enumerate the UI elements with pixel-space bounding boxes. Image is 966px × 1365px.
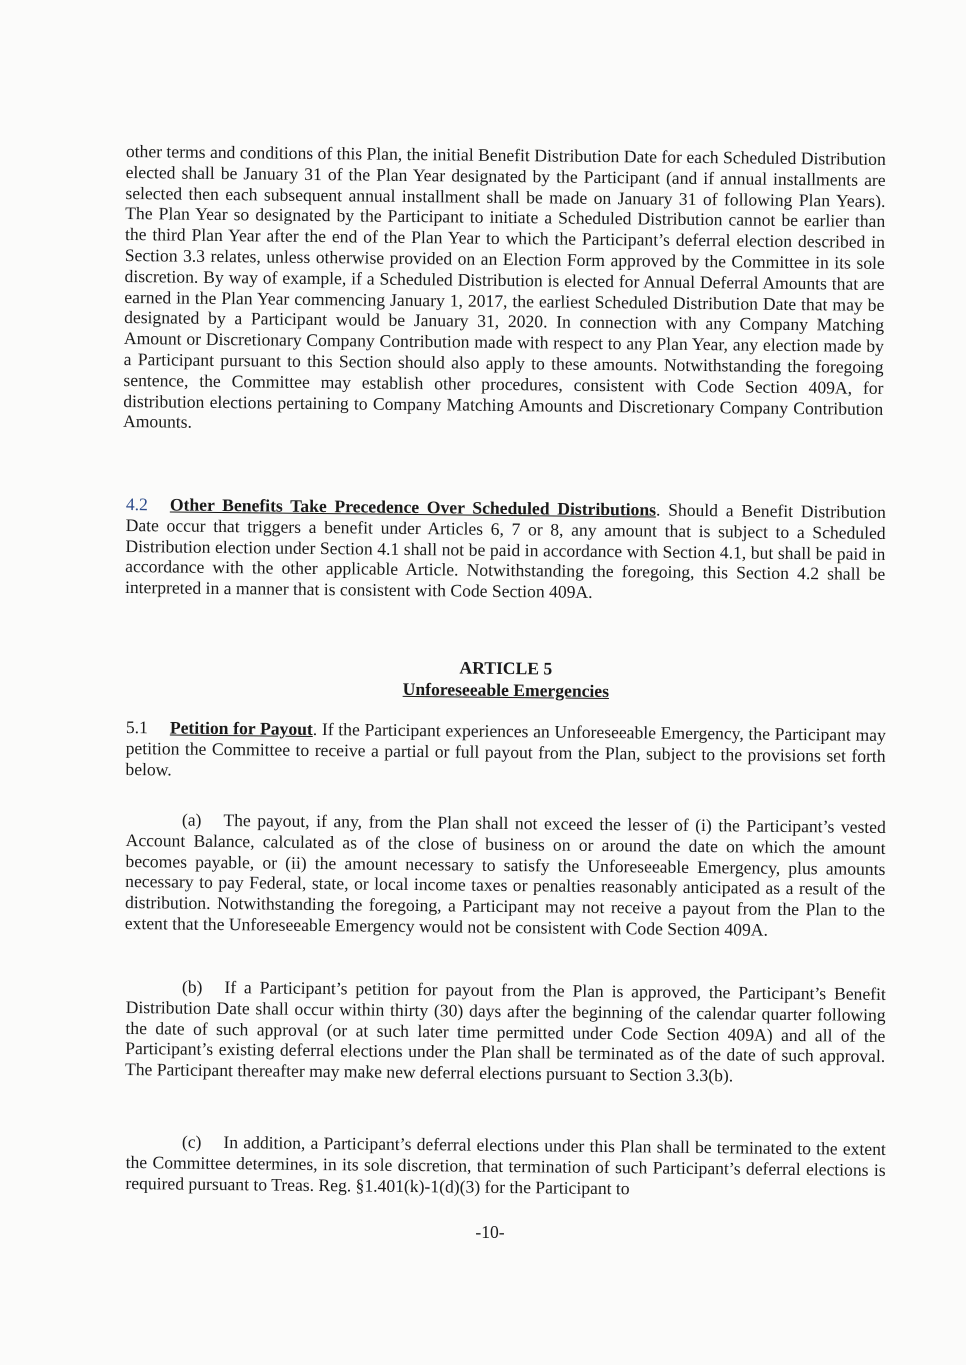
article-title: Unforeseeable Emergencies [402,678,610,702]
article-heading: ARTICLE 5 [459,657,553,679]
clause-c [125,1131,886,1201]
section-4-1-continued [123,141,886,440]
clause-label: (b) [181,976,203,997]
section-number: 5.1 [125,717,148,738]
section-title: Other Benefits Take Precedence Over Scheduled Distributions [169,494,657,520]
clause-text: In addition, a Participant’s deferral elections under this Plan shall be terminated to the extent the Committee determines, in its sole discretion, that termination of such Participant’s deferral elections is required pursuant to Treas. Reg. §1.401(k)-1(d)(3) for the Participant to [125,1132,886,1198]
clause-text: If a Participant’s petition for payout from the Plan is approved, the Participant’s Benefit Distribution Date shall occur within thirty (30) days after the beginning of the calendar quarter following the date of such approval (or at such later time permitted under Code Section 409A) and all of the Participant’s existing deferral elections under the Plan shall be terminated as of the date of such approval. The Participant thereafter may make new deferral elections pursuant to Section 3.3(b). [124,977,886,1086]
section-number: 4.2 [125,494,148,515]
clause-a [125,809,886,942]
page-number: -10- [475,1222,505,1242]
clause-b [125,976,886,1088]
section-text: . Should a Benefit Distribution Date occur that triggers a benefit under Articles 6, 7 or 8, any amount that is subject to a Scheduled Distribution election under Section 4.1 shall not be paid in accordance with Section 4.1, but shall be paid in accordance with the other applicable Article. Notwithstanding the foregoing, this Section 4.2 shall be interpreted in a manner that is consistent with Code Section 409A. [124,499,886,603]
clause-label: (c) [181,1131,202,1152]
section-title: Petition for Payout [169,717,313,739]
paragraph-text: other terms and conditions of this Plan, the initial Benefit Distribution Date for each Scheduled Distribution elected shall be January 31 of the Plan Year designated by the Participant (and if annual installments are selected then each subsequent annual installment shall be made on January 31 of following Plan Years). The Plan Year so designated by the Participant to initiate a Scheduled Distribution cannot be earlier than the third Plan Year after the end of the Plan Year to which the Participant’s deferral election described in Section 3.3 relates, unless otherwise provided on an Election Form approved by the Committee in its sole discretion. By way of example, if a Scheduled Distribution is elected for Annual Deferral Amounts that are earned in the Plan Year commencing January 1, 2017, the earliest Scheduled Distribution Date that may be designated by a Participant would be January 31, 2020. In connection with any Company Matching Amount or Discretionary Company Contribution made with respect to any Plan Year, any election made by a Participant pursuant to this Section should also apply to these amounts. Notwithstanding the foregoing sentence, the Committee may establish other procedures, consistent with Code Section 409A, for distribution elections pertaining to Company Matching Amounts and Discretionary Company Contribution Amounts. [122,141,886,433]
section-4-2 [125,494,886,606]
clause-text: The payout, if any, from the Plan shall not exceed the lesser of (i) the Participant’s vested Account Balance, calculated as of the close of business on or around the date on which the amount becomes payable, or (ii) the amount necessary to satisfy the Unforeseeable Emergency, plus amounts necessary to pay Federal, state, or local income taxes or penalties reasonably anticipated as a result of the distribution. Notwithstanding the foregoing, a Participant may not receive a payout from the Plan to the extent that the Unforeseeable Emergency would not be consistent with Code Section 409A. [124,810,886,940]
section-text: . If the Participant experiences an Unforeseeable Emergency, the Participant may petition the Committee to receive a partial or full payout from the Plan, subject to the provisions set forth below. [125,718,886,780]
section-5-1 [125,717,886,787]
clause-label: (a) [181,809,202,830]
